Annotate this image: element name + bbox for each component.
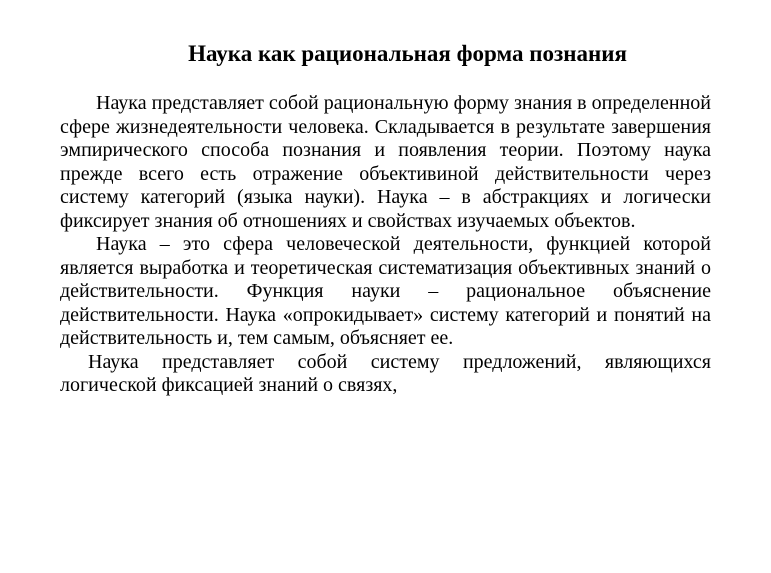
body-text (60, 92, 711, 398)
paragraph-2: Наука – это сфера человеческой деятельности, функцией которой является выработка и теоретическая систематизация объективных знаний о действительности. Функция науки – рациональное объяснение действительности. Наука «опрокидывает» систему категорий и понятий на действительность и, тем самым, объясняет ее. (60, 233, 711, 349)
page-title: Наука как рациональная форма познания (188, 41, 627, 66)
paragraph-1: Наука представляет собой рациональную форму знания в определенной сфере жизнедеятельности человека. Складывается в результате завершения эмпирического способа познания и появления теории. Поэтому наука прежде всего есть отражение объективиной действительности через систему категорий (языка науки). Наука – в абстракциях и логически фиксирует знания об отношениях и свойствах изучаемых объектов. (60, 92, 711, 232)
paragraph-3: Наука представляет собой систему предложений, являющихся логической фиксацией знаний о связях, (60, 350, 711, 396)
